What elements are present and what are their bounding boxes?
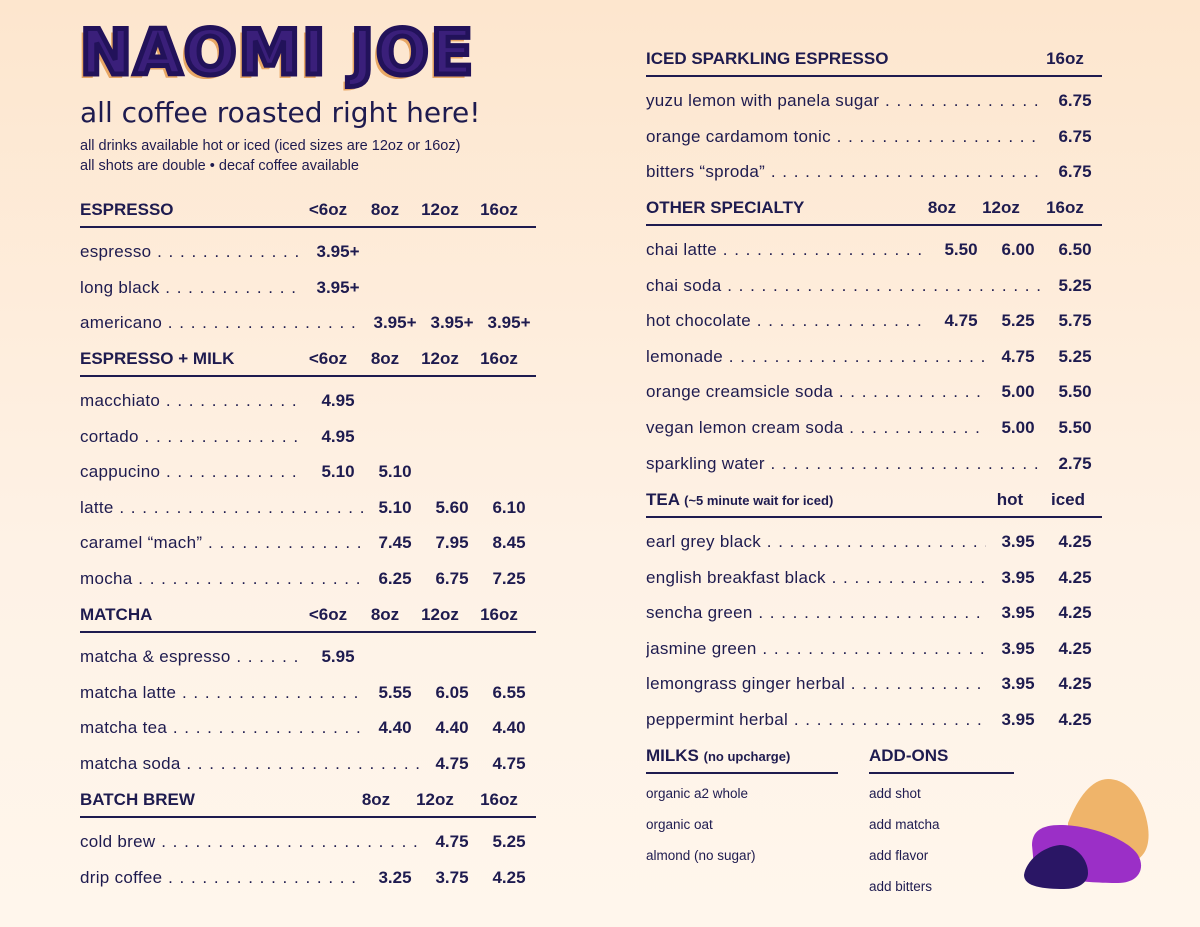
item-price: 5.25	[1058, 275, 1092, 295]
menu-item	[646, 702, 1102, 738]
item-price: 5.00	[1001, 382, 1035, 402]
menu-item	[646, 154, 1102, 190]
item-price: 7.25	[492, 568, 526, 588]
menu-item	[646, 232, 1102, 268]
addon-name: add matcha	[869, 817, 940, 832]
item-price: 3.95+	[430, 313, 474, 333]
item-price: 6.55	[492, 682, 526, 702]
menu-item	[80, 234, 536, 270]
item-price: 5.50	[1058, 417, 1092, 437]
addon-name: add flavor	[869, 848, 929, 863]
col-header: 16oz	[480, 605, 518, 624]
menu-item	[80, 746, 536, 782]
item-name: macchiato . . .	[80, 391, 304, 411]
menu-item	[80, 561, 536, 597]
item-price: 6.05	[435, 682, 469, 702]
item-name: orange creamsicle soda . . .	[646, 382, 986, 402]
menu-item	[646, 666, 1102, 702]
col-header: 16oz	[1046, 49, 1084, 68]
item-price: 4.95	[321, 391, 355, 410]
item-price: 4.25	[1058, 567, 1092, 587]
section-header	[80, 605, 536, 633]
col-header: 12oz	[421, 200, 459, 219]
section-title: ESPRESSO + MILK	[80, 349, 235, 368]
item-price: 6.75	[1058, 126, 1092, 146]
tagline: all coffee roasted right here!	[80, 96, 481, 129]
menu-item	[80, 675, 536, 711]
item-price: 6.75	[435, 568, 469, 588]
col-header: <6oz	[308, 605, 348, 624]
menu-item	[80, 710, 536, 746]
section-title: BATCH BREW	[80, 790, 195, 809]
menu-item	[646, 410, 1102, 446]
section-header	[646, 198, 1102, 226]
col-header: 12oz	[982, 198, 1020, 217]
section-title: OTHER SPECIALTY	[646, 198, 805, 217]
col-header: <6oz	[308, 200, 348, 219]
item-name: hot chocolate . . .	[646, 311, 929, 331]
item-price: 3.95+	[373, 313, 417, 333]
item-name: matcha & espresso . . .	[80, 647, 304, 667]
item-name: peppermint herbal . . .	[646, 710, 986, 730]
brand-logo: NAOMI JOE	[80, 16, 476, 89]
col-header: 8oz	[361, 790, 391, 809]
item-name: cappucino . . .	[80, 462, 304, 482]
item-name: long black . . .	[80, 278, 304, 298]
section-header	[646, 490, 1102, 518]
list-item	[869, 871, 1014, 902]
item-name: jasmine green . . .	[646, 639, 986, 659]
item-name: caramel “mach” . . .	[80, 533, 363, 553]
item-price: 5.95	[321, 647, 355, 666]
item-price: 4.40	[378, 718, 412, 738]
milks-subtitle: (no upcharge)	[703, 749, 791, 764]
item-price: 4.25	[492, 867, 526, 887]
col-header: 16oz	[480, 200, 518, 219]
section-title	[646, 746, 790, 766]
section-title: ADD-ONS	[869, 746, 949, 765]
tea-subtitle: (~5 minute wait for iced)	[684, 493, 834, 508]
section-title	[646, 490, 833, 510]
section-tea	[646, 490, 1102, 738]
item-price: 3.95	[1001, 638, 1035, 658]
menu-item	[646, 595, 1102, 631]
item-name: latte . . .	[80, 498, 363, 518]
menu-item	[80, 490, 536, 526]
list-item	[869, 840, 1014, 871]
col-header: 8oz	[370, 200, 400, 219]
list-item	[646, 778, 838, 809]
item-price: 3.95	[1001, 603, 1035, 623]
section-title: ICED SPARKLING ESPRESSO	[646, 49, 889, 68]
col-header: 16oz	[1046, 198, 1084, 217]
item-name: matcha soda . . .	[80, 754, 420, 774]
menu-item	[646, 268, 1102, 304]
item-price: 4.75	[944, 311, 978, 331]
menu-item	[80, 824, 536, 860]
item-price: 4.95	[321, 426, 355, 446]
item-price: 4.25	[1058, 674, 1092, 694]
item-name: english breakfast black . . .	[646, 568, 986, 588]
item-name: earl grey black . . .	[646, 532, 986, 552]
item-price: 5.10	[378, 497, 412, 517]
item-price: 4.40	[492, 718, 526, 738]
menu-item	[646, 631, 1102, 667]
menu-item	[646, 374, 1102, 410]
menu-item	[80, 860, 536, 896]
item-name: cortado . . .	[80, 427, 304, 447]
item-name: mocha . . .	[80, 569, 363, 589]
section-iced-sparkling	[646, 49, 1102, 190]
col-header: iced	[1050, 490, 1086, 509]
menu-item	[646, 339, 1102, 375]
list-item	[869, 778, 1014, 809]
menu-item	[646, 303, 1102, 339]
item-price: 7.95	[435, 533, 469, 553]
milks-title: MILKS	[646, 746, 699, 765]
item-price: 6.25	[378, 568, 412, 588]
item-name: cold brew . . .	[80, 832, 420, 852]
item-price: 5.10	[378, 462, 412, 482]
item-price: 3.95+	[316, 242, 360, 261]
item-price: 5.50	[1058, 382, 1092, 402]
menu-item	[80, 525, 536, 561]
addon-name: add bitters	[869, 879, 933, 894]
item-price: 5.60	[435, 497, 469, 517]
section-title: ESPRESSO	[80, 200, 174, 219]
section-other-specialty	[646, 198, 1102, 481]
menu-item	[80, 305, 536, 341]
menu-item	[646, 524, 1102, 560]
item-price: 5.25	[1058, 346, 1092, 366]
section-title: MATCHA	[80, 605, 153, 624]
item-price: 4.75	[1001, 346, 1035, 366]
item-price: 5.50	[944, 240, 978, 259]
item-price: 6.75	[1058, 162, 1092, 182]
item-price: 3.95+	[316, 277, 360, 297]
item-price: 5.25	[492, 832, 526, 851]
item-name: vegan lemon cream soda . . .	[646, 418, 986, 438]
menu-item	[80, 419, 536, 455]
section-milks	[646, 746, 838, 871]
col-header: 12oz	[416, 790, 454, 809]
menu-item	[646, 83, 1102, 119]
item-price: 5.10	[321, 462, 355, 482]
decorative-blobs	[1020, 775, 1180, 895]
item-price: 4.25	[1058, 603, 1092, 623]
item-name: bitters “sproda” . . .	[646, 162, 1044, 182]
section-header	[80, 790, 536, 818]
col-header: <6oz	[308, 349, 348, 368]
item-price: 3.25	[378, 867, 412, 887]
item-price: 3.95	[1001, 674, 1035, 694]
item-price: 5.55	[378, 682, 412, 702]
item-price: 3.95	[1001, 567, 1035, 587]
col-header: 12oz	[421, 605, 459, 624]
item-price: 4.25	[1058, 638, 1092, 658]
item-name: yuzu lemon with panela sugar . . .	[646, 91, 1044, 111]
note-line-2: all shots are double • decaf coffee available	[80, 158, 359, 174]
item-name: chai soda . . .	[646, 276, 1044, 296]
item-price: 8.45	[492, 533, 526, 553]
item-name: matcha latte . . .	[80, 683, 363, 703]
item-price: 6.50	[1058, 240, 1092, 259]
section-header	[869, 746, 1014, 774]
item-price: 3.95+	[487, 313, 531, 333]
col-header: 8oz	[370, 605, 400, 624]
item-name: orange cardamom tonic . . .	[646, 127, 1044, 147]
col-header: 8oz	[927, 198, 957, 217]
list-item	[869, 809, 1014, 840]
item-price: 4.75	[435, 832, 469, 851]
item-price: 6.75	[1058, 91, 1092, 110]
section-matcha	[80, 605, 536, 781]
item-name: lemongrass ginger herbal . . .	[646, 674, 986, 694]
menu-item	[646, 560, 1102, 596]
item-price: 4.25	[1058, 532, 1092, 551]
menu-item	[646, 119, 1102, 155]
item-name: sparkling water . . .	[646, 454, 1044, 474]
item-name: chai latte . . .	[646, 240, 929, 260]
item-price: 5.00	[1001, 417, 1035, 437]
item-price: 4.40	[435, 718, 469, 738]
col-header: 16oz	[480, 349, 518, 368]
item-price: 4.75	[492, 753, 526, 773]
tea-title: TEA	[646, 490, 680, 509]
menu-item	[646, 446, 1102, 482]
item-name: matcha tea . . .	[80, 718, 363, 738]
item-price: 6.10	[492, 497, 526, 517]
item-price: 3.75	[435, 867, 469, 887]
menu-item	[80, 270, 536, 306]
item-price: 3.95	[1001, 532, 1035, 551]
addon-name: add shot	[869, 786, 921, 801]
section-header	[646, 49, 1102, 77]
menu-item	[80, 639, 536, 675]
col-header: 8oz	[370, 349, 400, 368]
milk-name: organic oat	[646, 817, 713, 832]
item-name: lemonade . . .	[646, 347, 986, 367]
section-header	[80, 349, 536, 377]
list-item	[646, 840, 838, 871]
item-price: 7.45	[378, 533, 412, 553]
item-price: 5.25	[1001, 311, 1035, 331]
section-espresso	[80, 200, 536, 341]
section-header	[646, 746, 838, 774]
section-header	[80, 200, 536, 228]
item-price: 5.75	[1058, 311, 1092, 331]
item-price: 3.95	[1001, 709, 1035, 729]
col-header: 12oz	[421, 349, 459, 368]
menu-item	[80, 383, 536, 419]
col-header: hot	[996, 490, 1024, 509]
item-name: espresso . . .	[80, 242, 304, 262]
section-addons	[869, 746, 1014, 902]
item-name: sencha green . . .	[646, 603, 986, 623]
list-item	[646, 809, 838, 840]
item-price: 2.75	[1058, 453, 1092, 473]
item-name: americano . . .	[80, 313, 363, 333]
section-batch-brew	[80, 790, 536, 895]
section-espresso-milk	[80, 349, 536, 597]
item-price: 4.75	[435, 753, 469, 773]
note-line-1: all drinks available hot or iced (iced sizes are 12oz or 16oz)	[80, 138, 461, 154]
col-header: 16oz	[480, 790, 518, 809]
menu-item	[80, 454, 536, 490]
item-name: drip coffee . . .	[80, 868, 363, 888]
milk-name: organic a2 whole	[646, 786, 749, 801]
milk-name: almond (no sugar)	[646, 848, 756, 863]
item-price: 4.25	[1058, 709, 1092, 729]
item-price: 6.00	[1001, 240, 1035, 259]
